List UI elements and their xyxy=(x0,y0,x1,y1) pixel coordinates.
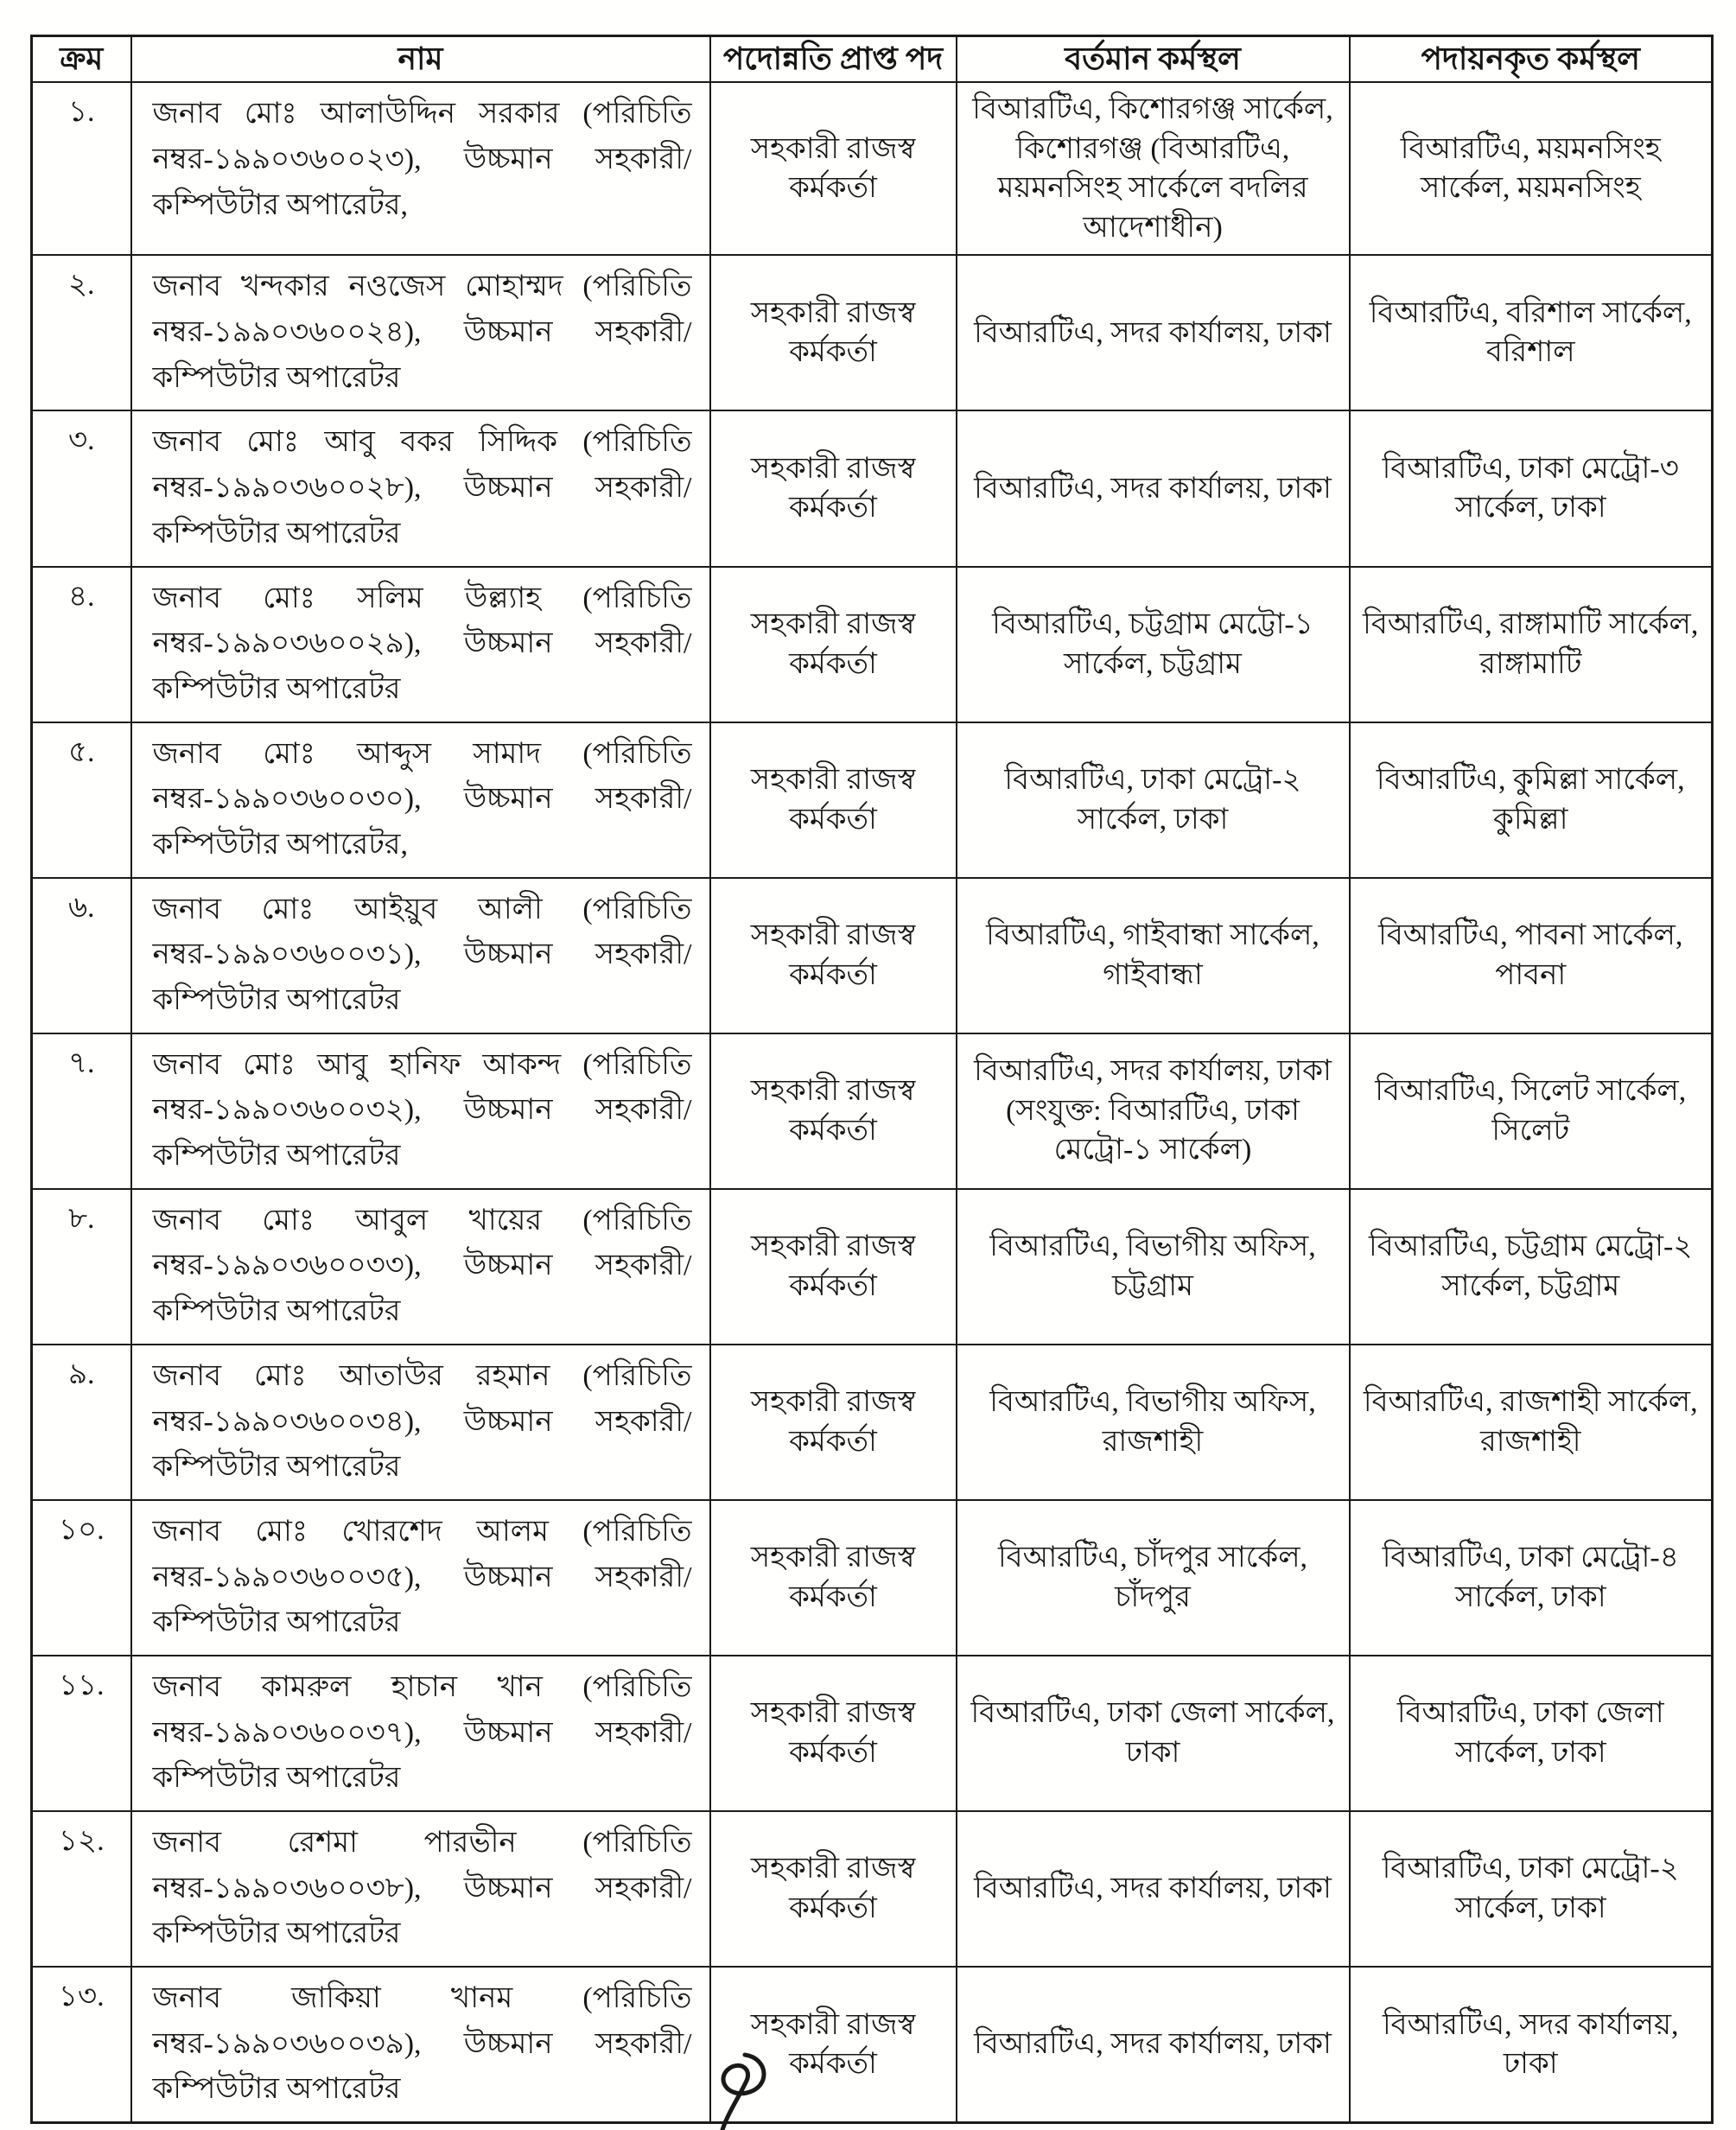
cell-promoted-post: সহকারী রাজস্ব কর্মকর্তা xyxy=(710,878,957,1033)
header-name: নাম xyxy=(131,36,710,83)
cell-posted-workplace: বিআরটিএ, চট্টগ্রাম মেট্রো-২ সার্কেল, চট্টগ্রাম xyxy=(1350,1189,1713,1345)
cell-promoted-post: সহকারী রাজস্ব কর্মকর্তা xyxy=(710,1656,957,1811)
cell-serial: ১২. xyxy=(32,1811,131,1967)
cell-serial: ৮. xyxy=(32,1189,131,1345)
cell-serial: ১৩. xyxy=(32,1967,131,2123)
cell-name: জনাব মোঃ আতাউর রহমান (পরিচিতি নম্বর-১৯৯০৩৬০০৩৪), উচ্চমান সহকারী/ কম্পিউটার অপারেটর xyxy=(131,1345,710,1500)
cell-promoted-post: সহকারী রাজস্ব কর্মকর্তা xyxy=(710,255,957,410)
cell-promoted-post: সহকারী রাজস্ব কর্মকর্তা xyxy=(710,410,957,566)
cell-serial: ৩. xyxy=(32,410,131,566)
table-body xyxy=(32,82,1713,2122)
cell-current-workplace: বিআরটিএ, ঢাকা জেলা সার্কেল, ঢাকা xyxy=(957,1656,1350,1811)
cell-posted-workplace: বিআরটিএ, রাজশাহী সার্কেল, রাজশাহী xyxy=(1350,1345,1713,1500)
table-row xyxy=(32,1811,1713,1967)
cell-name: জনাব জাকিয়া খানম (পরিচিতি নম্বর-১৯৯০৩৬০০৩৯), উচ্চমান সহকারী/ কম্পিউটার অপারেটর xyxy=(131,1967,710,2123)
cell-current-workplace: বিআরটিএ, গাইবান্ধা সার্কেল, গাইবান্ধা xyxy=(957,878,1350,1033)
cell-name: জনাব মোঃ আবুল খায়ের (পরিচিতি নম্বর-১৯৯০৩৬০০৩৩), উচ্চমান সহকারী/ কম্পিউটার অপারেটর xyxy=(131,1189,710,1345)
cell-promoted-post: সহকারী রাজস্ব কর্মকর্তা xyxy=(710,1033,957,1189)
cell-promoted-post: সহকারী রাজস্ব কর্মকর্তা xyxy=(710,1967,957,2123)
cell-current-workplace: বিআরটিএ, সদর কার্যালয়, ঢাকা xyxy=(957,1967,1350,2123)
cell-serial: ৭. xyxy=(32,1033,131,1189)
cell-serial: ১. xyxy=(32,82,131,255)
cell-serial: ৯. xyxy=(32,1345,131,1500)
table-row xyxy=(32,1967,1713,2123)
cell-posted-workplace: বিআরটিএ, ঢাকা মেট্রো-৩ সার্কেল, ঢাকা xyxy=(1350,410,1713,566)
cell-current-workplace: বিআরটিএ, সদর কার্যালয়, ঢাকা xyxy=(957,1811,1350,1967)
cell-posted-workplace: বিআরটিএ, ঢাকা মেট্রো-৪ সার্কেল, ঢাকা xyxy=(1350,1500,1713,1656)
table-row xyxy=(32,410,1713,566)
table-row xyxy=(32,82,1713,255)
cell-name: জনাব রেশমা পারভীন (পরিচিতি নম্বর-১৯৯০৩৬০০৩৮), উচ্চমান সহকারী/ কম্পিউটার অপারেটর xyxy=(131,1811,710,1967)
cell-name: জনাব মোঃ আবু বকর সিদ্দিক (পরিচিতি নম্বর-১৯৯০৩৬০০২৮), উচ্চমান সহকারী/ কম্পিউটার অপারেটর xyxy=(131,410,710,566)
cell-current-workplace: বিআরটিএ, চট্টগ্রাম মেট্টো-১ সার্কেল, চট্টগ্রাম xyxy=(957,567,1350,722)
pen-flourish-mark xyxy=(691,2050,795,2130)
cell-promoted-post: সহকারী রাজস্ব কর্মকর্তা xyxy=(710,1811,957,1967)
header-promoted-post: পদোন্নতি প্রাপ্ত পদ xyxy=(710,36,957,83)
table-row xyxy=(32,1189,1713,1345)
cell-name: জনাব খন্দকার নওজেস মোহাম্মদ (পরিচিতি নম্বর-১৯৯০৩৬০০২৪), উচ্চমান সহকারী/ কম্পিউটার অপারেটর xyxy=(131,255,710,410)
cell-name: জনাব মোঃ আলাউদ্দিন সরকার (পরিচিতি নম্বর-১৯৯০৩৬০০২৩), উচ্চমান সহকারী/ কম্পিউটার অপারেটর, xyxy=(131,82,710,255)
cell-name: জনাব মোঃ আইয়ুব আলী (পরিচিতি নম্বর-১৯৯০৩৬০০৩১), উচ্চমান সহকারী/ কম্পিউটার অপারেটর xyxy=(131,878,710,1033)
cell-serial: ১০. xyxy=(32,1500,131,1656)
table-row xyxy=(32,1500,1713,1656)
cell-posted-workplace: বিআরটিএ, পাবনা সার্কেল, পাবনা xyxy=(1350,878,1713,1033)
cell-name: জনাব মোঃ সলিম উল্ল্যাহ (পরিচিতি নম্বর-১৯৯০৩৬০০২৯), উচ্চমান সহকারী/ কম্পিউটার অপারেটর xyxy=(131,567,710,722)
cell-promoted-post: সহকারী রাজস্ব কর্মকর্তা xyxy=(710,1345,957,1500)
cell-current-workplace: বিআরটিএ, কিশোরগঞ্জ সার্কেল, কিশোরগঞ্জ (বিআরটিএ, ময়মনসিংহ সার্কেলে বদলির আদেশাধীন) xyxy=(957,82,1350,255)
table-row xyxy=(32,878,1713,1033)
cell-current-workplace: বিআরটিএ, বিভাগীয় অফিস, রাজশাহী xyxy=(957,1345,1350,1500)
cell-current-workplace: বিআরটিএ, সদর কার্যালয়, ঢাকা xyxy=(957,410,1350,566)
cell-promoted-post: সহকারী রাজস্ব কর্মকর্তা xyxy=(710,722,957,878)
cell-posted-workplace: বিআরটিএ, ঢাকা জেলা সার্কেল, ঢাকা xyxy=(1350,1656,1713,1811)
cell-name: জনাব মোঃ আবু হানিফ আকন্দ (পরিচিতি নম্বর-১৯৯০৩৬০০৩২), উচ্চমান সহকারী/ কম্পিউটার অপারেটর xyxy=(131,1033,710,1189)
cell-serial: ৬. xyxy=(32,878,131,1033)
cell-serial: ৫. xyxy=(32,722,131,878)
cell-posted-workplace: বিআরটিএ, ঢাকা মেট্রো-২ সার্কেল, ঢাকা xyxy=(1350,1811,1713,1967)
cell-posted-workplace: বিআরটিএ, সদর কার্যালয়, ঢাকা xyxy=(1350,1967,1713,2123)
cell-current-workplace: বিআরটিএ, সদর কার্যালয়, ঢাকা xyxy=(957,255,1350,410)
header-current-workplace: বর্তমান কর্মস্থল xyxy=(957,36,1350,83)
cell-name: জনাব কামরুল হাচান খান (পরিচিতি নম্বর-১৯৯০৩৬০০৩৭), উচ্চমান সহকারী/ কম্পিউটার অপারেটর xyxy=(131,1656,710,1811)
table-row xyxy=(32,1033,1713,1189)
cell-promoted-post: সহকারী রাজস্ব কর্মকর্তা xyxy=(710,1189,957,1345)
cell-current-workplace: বিআরটিএ, ঢাকা মেট্রো-২ সার্কেল, ঢাকা xyxy=(957,722,1350,878)
cell-current-workplace: বিআরটিএ, বিভাগীয় অফিস, চট্টগ্রাম xyxy=(957,1189,1350,1345)
cell-posted-workplace: বিআরটিএ, রাঙ্গামাটি সার্কেল, রাঙ্গামাটি xyxy=(1350,567,1713,722)
cell-promoted-post: সহকারী রাজস্ব কর্মকর্তা xyxy=(710,1500,957,1656)
cell-posted-workplace: বিআরটিএ, কুমিল্লা সার্কেল, কুমিল্লা xyxy=(1350,722,1713,878)
table-row xyxy=(32,567,1713,722)
header-serial: ক্রম xyxy=(32,36,131,83)
table-row xyxy=(32,1656,1713,1811)
cell-serial: ১১. xyxy=(32,1656,131,1811)
cell-serial: ২. xyxy=(32,255,131,410)
cell-posted-workplace: বিআরটিএ, ময়মনসিংহ সার্কেল, ময়মনসিংহ xyxy=(1350,82,1713,255)
table-row xyxy=(32,1345,1713,1500)
cell-name: জনাব মোঃ খোরশেদ আলম (পরিচিতি নম্বর-১৯৯০৩৬০০৩৫), উচ্চমান সহকারী/ কম্পিউটার অপারেটর xyxy=(131,1500,710,1656)
table-row xyxy=(32,255,1713,410)
cell-name: জনাব মোঃ আব্দুস সামাদ (পরিচিতি নম্বর-১৯৯০৩৬০০৩০), উচ্চমান সহকারী/ কম্পিউটার অপারেটর, xyxy=(131,722,710,878)
table-header-row xyxy=(32,36,1713,83)
cell-promoted-post: সহকারী রাজস্ব কর্মকর্তা xyxy=(710,567,957,722)
promotion-posting-table xyxy=(30,35,1714,2124)
cell-posted-workplace: বিআরটিএ, সিলেট সার্কেল, সিলেট xyxy=(1350,1033,1713,1189)
cell-serial: ৪. xyxy=(32,567,131,722)
cell-promoted-post: সহকারী রাজস্ব কর্মকর্তা xyxy=(710,82,957,255)
header-posted-workplace: পদায়নকৃত কর্মস্থল xyxy=(1350,36,1713,83)
cell-current-workplace: বিআরটিএ, সদর কার্যালয়, ঢাকা (সংযুক্ত: বিআরটিএ, ঢাকা মেট্রো-১ সার্কেল) xyxy=(957,1033,1350,1189)
cell-posted-workplace: বিআরটিএ, বরিশাল সার্কেল, বরিশাল xyxy=(1350,255,1713,410)
table-row xyxy=(32,722,1713,878)
cell-current-workplace: বিআরটিএ, চাঁদপুর সার্কেল, চাঁদপুর xyxy=(957,1500,1350,1656)
